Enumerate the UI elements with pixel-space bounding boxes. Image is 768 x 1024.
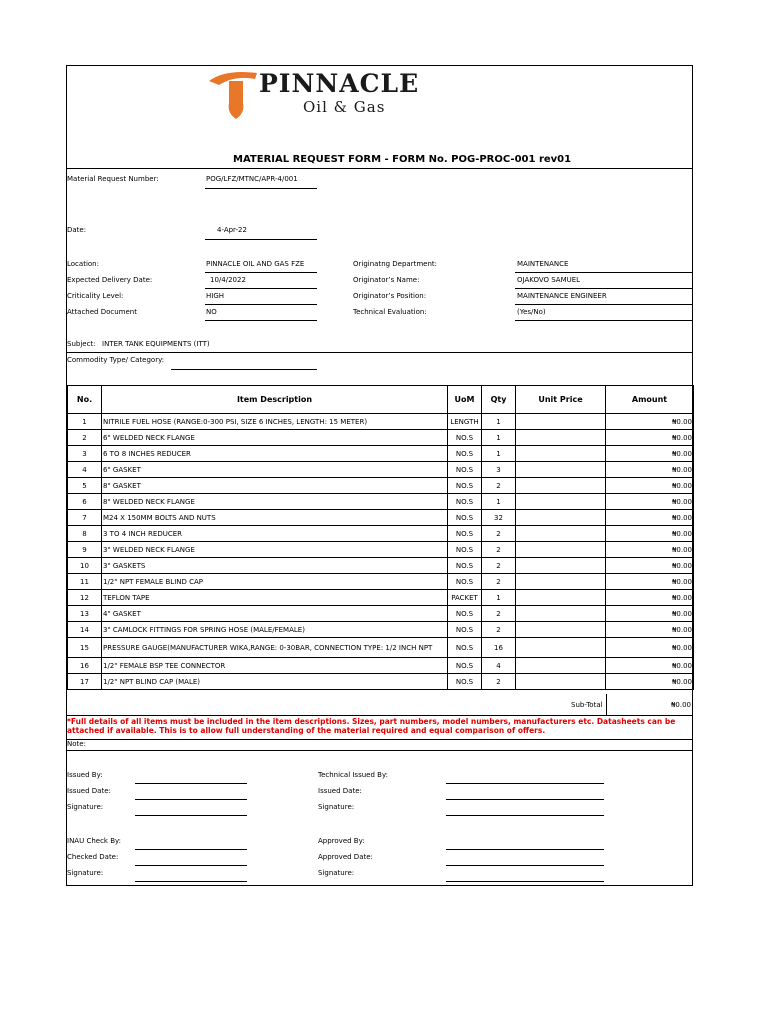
underline bbox=[205, 320, 317, 321]
row-unit-price[interactable] bbox=[516, 494, 606, 510]
row-unit-price[interactable] bbox=[516, 430, 606, 446]
divider bbox=[67, 715, 692, 716]
row-unit-price[interactable] bbox=[516, 462, 606, 478]
row-qty: 16 bbox=[482, 638, 516, 658]
table-row bbox=[68, 414, 694, 430]
row-amount: ₦0.00 bbox=[606, 430, 694, 446]
signature-line[interactable] bbox=[135, 815, 247, 816]
row-uom: PACKET bbox=[448, 590, 482, 606]
dept-value: MAINTENANCE bbox=[517, 260, 569, 268]
row-amount: ₦0.00 bbox=[606, 510, 694, 526]
row-desc: 3" WELDED NECK FLANGE bbox=[102, 542, 448, 558]
row-uom: NO.S bbox=[448, 622, 482, 638]
attached-value: NO bbox=[206, 308, 217, 316]
col-qty: Qty bbox=[482, 386, 516, 414]
row-qty: 1 bbox=[482, 590, 516, 606]
row-uom: NO.S bbox=[448, 674, 482, 690]
orig-pos-value: MAINTENANCE ENGINEER bbox=[517, 292, 607, 300]
row-desc: 3" CAMLOCK FITTINGS FOR SPRING HOSE (MALE/FEMALE) bbox=[102, 622, 448, 638]
col-amount: Amount bbox=[606, 386, 694, 414]
row-unit-price[interactable] bbox=[516, 658, 606, 674]
row-qty: 2 bbox=[482, 674, 516, 690]
row-uom: NO.S bbox=[448, 542, 482, 558]
row-no: 1 bbox=[68, 414, 102, 430]
row-amount: ₦0.00 bbox=[606, 414, 694, 430]
row-qty: 3 bbox=[482, 462, 516, 478]
date-label: Date: bbox=[67, 226, 87, 234]
row-qty: 1 bbox=[482, 414, 516, 430]
row-desc: 6" GASKET bbox=[102, 462, 448, 478]
row-desc: PRESSURE GAUGE(MANUFACTURER WIKA,RANGE: 0-30BAR, CONNECTION TYPE: 1/2 INCH NPT bbox=[102, 638, 448, 658]
table-row bbox=[68, 494, 694, 510]
row-desc: 3" GASKETS bbox=[102, 558, 448, 574]
row-uom: NO.S bbox=[448, 606, 482, 622]
approved-signature-line[interactable] bbox=[446, 881, 604, 882]
table-row bbox=[68, 526, 694, 542]
row-qty: 2 bbox=[482, 574, 516, 590]
row-unit-price[interactable] bbox=[516, 526, 606, 542]
row-amount: ₦0.00 bbox=[606, 590, 694, 606]
col-no: No. bbox=[68, 386, 102, 414]
criticality-label: Criticality Level: bbox=[67, 292, 124, 300]
location-label: Location: bbox=[67, 260, 99, 268]
row-amount: ₦0.00 bbox=[606, 542, 694, 558]
row-desc: 4" GASKET bbox=[102, 606, 448, 622]
row-unit-price[interactable] bbox=[516, 574, 606, 590]
row-desc: 6" WELDED NECK FLANGE bbox=[102, 430, 448, 446]
row-desc: 1/2" NPT BLIND CAP (MALE) bbox=[102, 674, 448, 690]
row-no: 16 bbox=[68, 658, 102, 674]
row-uom: NO.S bbox=[448, 526, 482, 542]
row-unit-price[interactable] bbox=[516, 622, 606, 638]
row-no: 4 bbox=[68, 462, 102, 478]
table-row bbox=[68, 606, 694, 622]
approved-date-line[interactable] bbox=[446, 865, 604, 866]
underline bbox=[205, 288, 317, 289]
row-qty: 2 bbox=[482, 478, 516, 494]
row-no: 11 bbox=[68, 574, 102, 590]
row-unit-price[interactable] bbox=[516, 542, 606, 558]
underline bbox=[171, 369, 317, 370]
row-desc: M24 X 150MM BOLTS AND NUTS bbox=[102, 510, 448, 526]
underline bbox=[205, 304, 317, 305]
delivery-value: 10/4/2022 bbox=[210, 276, 246, 284]
logo-subtitle: Oil & Gas bbox=[303, 98, 386, 116]
row-desc: 8" WELDED NECK FLANGE bbox=[102, 494, 448, 510]
approved-by-label: Approved By: bbox=[318, 837, 365, 845]
row-amount: ₦0.00 bbox=[606, 526, 694, 542]
row-qty: 2 bbox=[482, 622, 516, 638]
row-no: 13 bbox=[68, 606, 102, 622]
warning-text: *Full details of all items must be included in the item descriptions. Sizes, part numbers, model numbers, manufacturers etc. Datasheets can be attached if available. This is to allow full understanding of the material required and equal comparison of offers. bbox=[67, 717, 676, 735]
row-desc: 8" GASKET bbox=[102, 478, 448, 494]
row-uom: LENGTH bbox=[448, 414, 482, 430]
row-unit-price[interactable] bbox=[516, 674, 606, 690]
pinnacle-logo-icon bbox=[205, 67, 263, 123]
row-amount: ₦0.00 bbox=[606, 462, 694, 478]
underline bbox=[205, 239, 317, 240]
row-unit-price[interactable] bbox=[516, 558, 606, 574]
issued-by-line[interactable] bbox=[135, 783, 247, 784]
row-amount: ₦0.00 bbox=[606, 574, 694, 590]
row-uom: NO.S bbox=[448, 446, 482, 462]
delivery-label: Expected Delivery Date: bbox=[67, 276, 153, 284]
divider bbox=[67, 750, 692, 751]
underline bbox=[515, 304, 693, 305]
approved-signature-label: Signature: bbox=[318, 869, 355, 877]
table-row bbox=[68, 590, 694, 606]
inau-check-label: INAU Check By: bbox=[67, 837, 121, 845]
table-row bbox=[68, 638, 694, 658]
tech-issued-by-label: Technical Issued By: bbox=[318, 771, 388, 779]
row-no: 6 bbox=[68, 494, 102, 510]
form-frame bbox=[66, 65, 693, 886]
row-uom: NO.S bbox=[448, 574, 482, 590]
row-uom: NO.S bbox=[448, 478, 482, 494]
approved-by-line[interactable] bbox=[446, 849, 604, 850]
dept-label: Originatng Department: bbox=[353, 260, 438, 268]
row-unit-price[interactable] bbox=[516, 414, 606, 430]
row-unit-price[interactable] bbox=[516, 446, 606, 462]
table-row bbox=[68, 446, 694, 462]
row-desc: 6 TO 8 INCHES REDUCER bbox=[102, 446, 448, 462]
form-title: MATERIAL REQUEST FORM - FORM No. POG-PROC-001 rev01 bbox=[233, 154, 572, 165]
row-qty: 2 bbox=[482, 606, 516, 622]
row-desc: TEFLON TAPE bbox=[102, 590, 448, 606]
row-qty: 1 bbox=[482, 446, 516, 462]
orig-name-value: OJAKOVO SAMUEL bbox=[517, 276, 581, 284]
row-amount: ₦0.00 bbox=[606, 478, 694, 494]
row-no: 8 bbox=[68, 526, 102, 542]
col-uom: UoM bbox=[448, 386, 482, 414]
mrn-value: POG/LFZ/MTNC/APR-4/001 bbox=[206, 175, 298, 183]
row-no: 17 bbox=[68, 674, 102, 690]
row-amount: ₦0.00 bbox=[606, 674, 694, 690]
criticality-value: HIGH bbox=[206, 292, 225, 300]
location-value: PINNACLE OIL AND GAS FZE bbox=[206, 260, 305, 268]
underline bbox=[205, 272, 317, 273]
table-row bbox=[68, 478, 694, 494]
tech-issued-date-line[interactable] bbox=[446, 799, 604, 800]
row-no: 7 bbox=[68, 510, 102, 526]
row-qty: 2 bbox=[482, 558, 516, 574]
signature-label: Signature: bbox=[67, 803, 104, 811]
table-row bbox=[68, 430, 694, 446]
row-no: 14 bbox=[68, 622, 102, 638]
tech-eval-value: (Yes/No) bbox=[517, 308, 546, 316]
underline bbox=[515, 320, 693, 321]
subject-label: Subject: bbox=[67, 340, 96, 348]
underline bbox=[515, 288, 693, 289]
row-qty: 2 bbox=[482, 542, 516, 558]
issued-date-label: Issued Date: bbox=[67, 787, 111, 795]
underline bbox=[205, 188, 317, 189]
row-qty: 1 bbox=[482, 430, 516, 446]
checked-date-line[interactable] bbox=[135, 865, 247, 866]
row-amount: ₦0.00 bbox=[606, 658, 694, 674]
table-row bbox=[68, 558, 694, 574]
row-uom: NO.S bbox=[448, 638, 482, 658]
note-label: Note: bbox=[67, 740, 86, 748]
table-row bbox=[68, 574, 694, 590]
row-desc: 1/2" NPT FEMALE BLIND CAP bbox=[102, 574, 448, 590]
table-row bbox=[68, 542, 694, 558]
row-no: 15 bbox=[68, 638, 102, 658]
row-uom: NO.S bbox=[448, 658, 482, 674]
row-unit-price[interactable] bbox=[516, 478, 606, 494]
subject-value: INTER TANK EQUIPMENTS (ITT) bbox=[102, 340, 210, 348]
row-amount: ₦0.00 bbox=[606, 606, 694, 622]
divider bbox=[67, 739, 692, 740]
check-signature-label: Signature: bbox=[67, 869, 104, 877]
row-uom: NO.S bbox=[448, 494, 482, 510]
row-uom: NO.S bbox=[448, 462, 482, 478]
row-qty: 4 bbox=[482, 658, 516, 674]
row-amount: ₦0.00 bbox=[606, 446, 694, 462]
col-description: Item Description bbox=[102, 386, 448, 414]
tech-issued-date-label: Issued Date: bbox=[318, 787, 362, 795]
subtotal-label: Sub-Total bbox=[571, 701, 603, 709]
row-unit-price[interactable] bbox=[516, 638, 606, 658]
row-unit-price[interactable] bbox=[516, 590, 606, 606]
attached-label: Attached Document bbox=[67, 308, 137, 316]
row-no: 5 bbox=[68, 478, 102, 494]
issued-date-line[interactable] bbox=[135, 799, 247, 800]
row-no: 12 bbox=[68, 590, 102, 606]
check-signature-line[interactable] bbox=[135, 881, 247, 882]
items-table bbox=[67, 385, 694, 690]
row-qty: 32 bbox=[482, 510, 516, 526]
date-value: 4-Apr-22 bbox=[217, 226, 247, 234]
row-unit-price[interactable] bbox=[516, 606, 606, 622]
underline bbox=[515, 272, 693, 273]
issued-by-label: Issued By: bbox=[67, 771, 103, 779]
row-amount: ₦0.00 bbox=[606, 638, 694, 658]
table-row bbox=[68, 622, 694, 638]
orig-pos-label: Originator’s Position: bbox=[353, 292, 427, 300]
tech-issued-by-line[interactable] bbox=[446, 783, 604, 784]
mrn-label: Material Request Number: bbox=[67, 175, 159, 183]
table-row bbox=[68, 510, 694, 526]
commodity-label: Commodity Type/ Category: bbox=[67, 356, 165, 364]
tech-signature-line[interactable] bbox=[446, 815, 604, 816]
row-no: 9 bbox=[68, 542, 102, 558]
table-row bbox=[68, 674, 694, 690]
row-unit-price[interactable] bbox=[516, 510, 606, 526]
row-uom: NO.S bbox=[448, 430, 482, 446]
row-no: 3 bbox=[68, 446, 102, 462]
divider bbox=[67, 352, 692, 353]
row-amount: ₦0.00 bbox=[606, 558, 694, 574]
row-no: 10 bbox=[68, 558, 102, 574]
orig-name-label: Originator’s Name: bbox=[353, 276, 420, 284]
col-unit-price: Unit Price bbox=[516, 386, 606, 414]
tech-eval-label: Technical Evaluation: bbox=[353, 308, 427, 316]
approved-date-label: Approved Date: bbox=[318, 853, 373, 861]
checked-date-label: Checked Date: bbox=[67, 853, 119, 861]
inau-check-line[interactable] bbox=[135, 849, 247, 850]
row-amount: ₦0.00 bbox=[606, 494, 694, 510]
table-row bbox=[68, 658, 694, 674]
row-amount: ₦0.00 bbox=[606, 622, 694, 638]
row-uom: NO.S bbox=[448, 558, 482, 574]
row-no: 2 bbox=[68, 430, 102, 446]
table-row bbox=[68, 462, 694, 478]
row-uom: NO.S bbox=[448, 510, 482, 526]
row-qty: 1 bbox=[482, 494, 516, 510]
logo-name: PINNACLE bbox=[259, 69, 420, 98]
tech-signature-label: Signature: bbox=[318, 803, 355, 811]
row-desc: NITRILE FUEL HOSE (RANGE:0-300 PSI, SIZE 6 INCHES, LENGTH: 15 METER) bbox=[102, 414, 448, 430]
table-header-row bbox=[68, 386, 694, 414]
row-desc: 1/2" FEMALE BSP TEE CONNECTOR bbox=[102, 658, 448, 674]
row-desc: 3 TO 4 INCH REDUCER bbox=[102, 526, 448, 542]
row-qty: 2 bbox=[482, 526, 516, 542]
subtotal-value: ₦0.00 bbox=[670, 701, 691, 709]
divider bbox=[67, 168, 692, 169]
